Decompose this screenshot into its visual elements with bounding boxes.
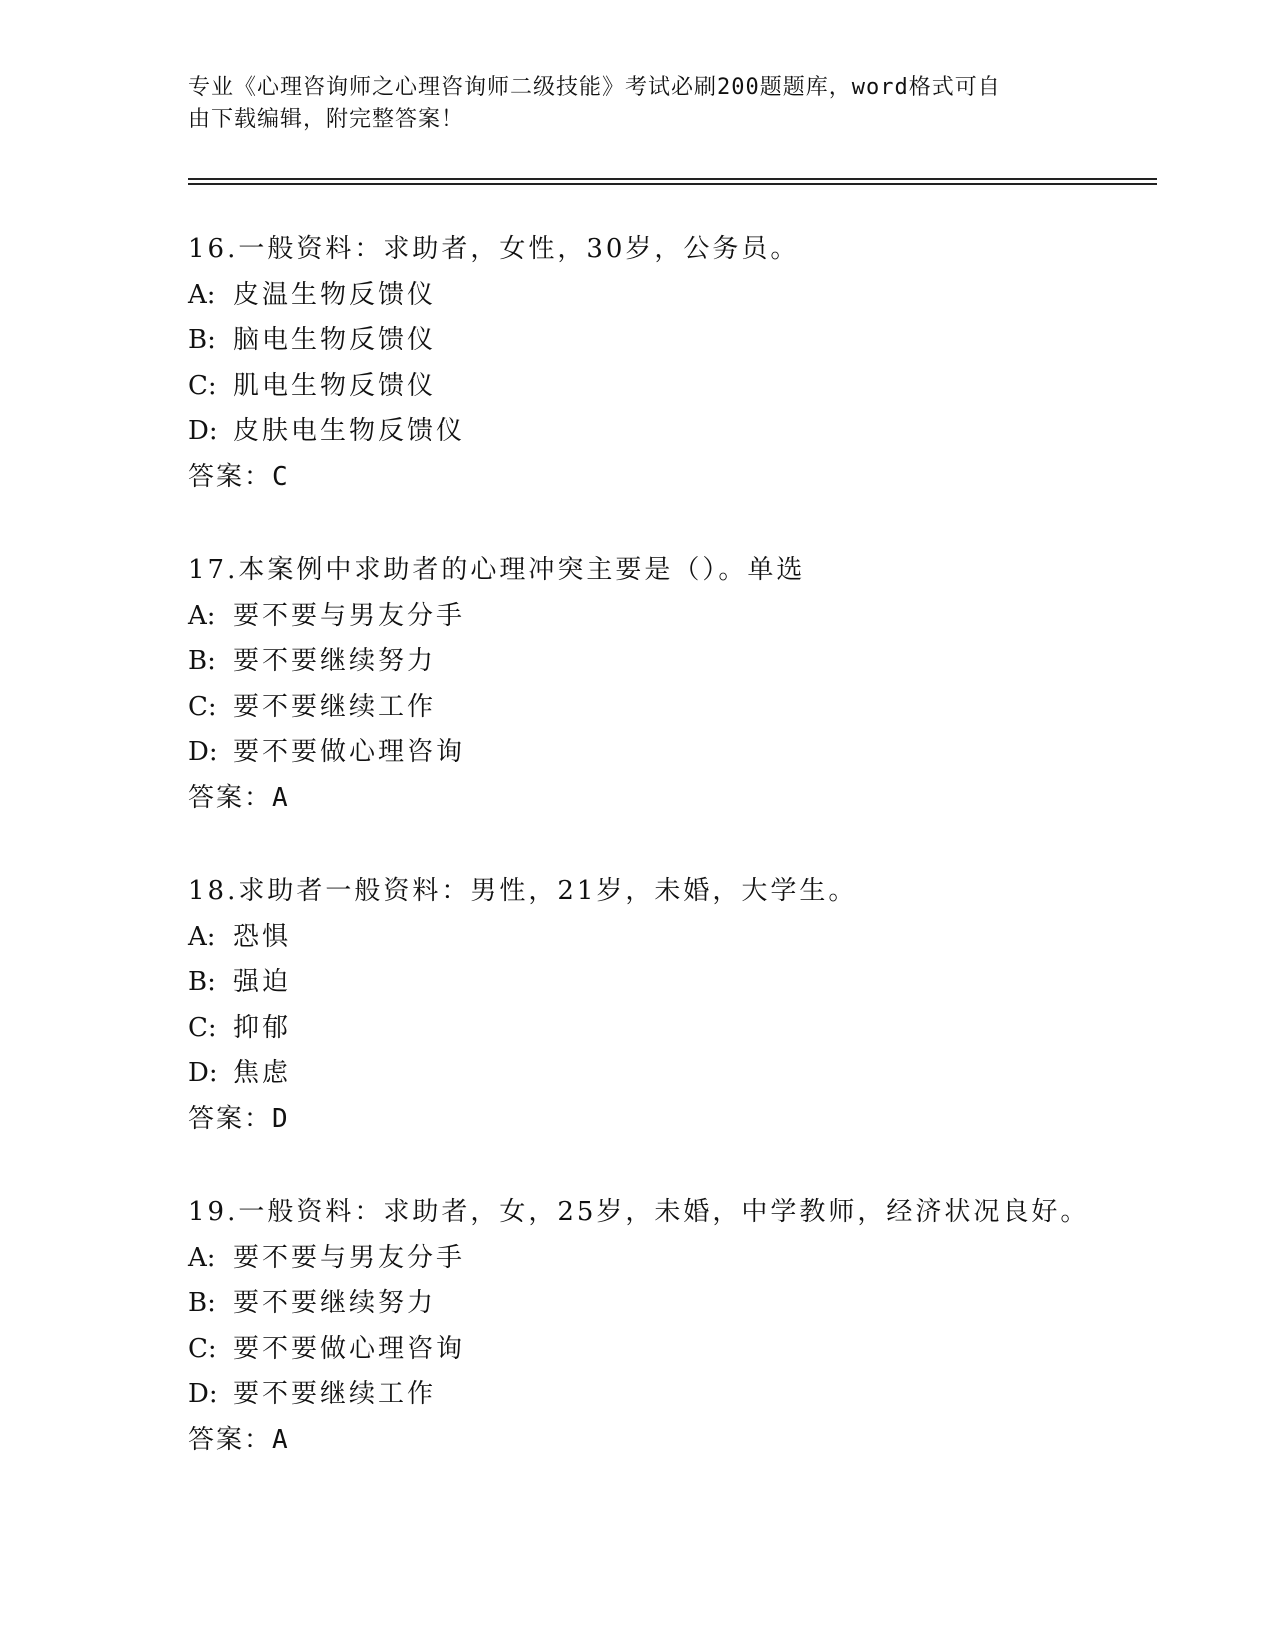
option-key: D: [188,1379,218,1409]
option-key: C: [188,1333,217,1364]
option-text: 要不要继续工作 [233,1379,437,1409]
option-a [188,273,1188,319]
option-text: 恐惧 [233,921,292,952]
option-text: 要不要继续工作 [233,691,437,722]
answer-value: D [272,1103,288,1134]
option-text: 要不要继续努力 [233,1288,437,1318]
option-key: D: [188,1058,218,1088]
option-d [188,730,1188,776]
question-stem: 18.求助者一般资料：男性，21岁，未婚，大学生。 [188,876,858,906]
answer [188,455,1188,501]
option-key: B: [188,325,216,355]
header-line-1: 专业《心理咨询师之心理咨询师二级技能》考试必刷200题题库，word格式可自 [188,75,1001,100]
option-c [188,1006,1188,1052]
option-text: 焦虑 [233,1058,292,1088]
option-key: D: [188,737,218,767]
document-header [188,72,1088,136]
answer-value: C [272,461,288,492]
option-key: A: [188,279,216,310]
option-text: 要不要继续努力 [233,646,437,676]
option-d [188,409,1188,455]
question-block-19 [188,1190,1188,1463]
answer-label: 答案： [188,1424,273,1455]
option-a [188,1236,1188,1282]
option-b [188,960,1188,1006]
header-divider-top [188,178,1157,180]
answer-label: 答案： [188,1103,273,1134]
header-divider-bottom [188,183,1157,185]
answer-value: A [272,1424,288,1455]
option-text: 要不要做心理咨询 [233,1333,466,1364]
option-b [188,318,1188,364]
option-d [188,1051,1188,1097]
option-a [188,594,1188,640]
option-d [188,1372,1188,1418]
option-text: 要不要与男友分手 [233,1242,466,1273]
option-text: 抑郁 [233,1012,292,1043]
answer [188,1097,1188,1143]
option-c [188,1327,1188,1373]
option-key: C: [188,1012,217,1043]
option-text: 皮温生物反馈仪 [233,279,437,310]
option-key: A: [188,921,216,952]
question-stem: 16.一般资料：求助者，女性，30岁，公务员。 [188,234,800,264]
option-text: 脑电生物反馈仪 [233,325,437,355]
option-text: 要不要做心理咨询 [233,737,466,767]
option-b [188,1281,1188,1327]
answer-value: A [272,782,288,813]
option-text: 强迫 [233,967,292,997]
option-key: A: [188,1242,216,1273]
option-key: A: [188,600,216,631]
question-stem: 17.本案例中求助者的心理冲突主要是（）。单选 [188,555,806,585]
header-line-2: 由下载编辑，附完整答案！ [188,107,465,132]
answer-label: 答案： [188,461,273,492]
option-key: B: [188,1288,216,1318]
option-key: D: [188,416,218,446]
option-text: 要不要与男友分手 [233,600,466,631]
option-a [188,915,1188,961]
option-text: 肌电生物反馈仪 [233,370,437,401]
option-key: B: [188,967,216,997]
question-block-16 [188,227,1188,500]
option-key: B: [188,646,216,676]
answer [188,776,1188,822]
answer [188,1418,1188,1464]
option-c [188,364,1188,410]
option-c [188,685,1188,731]
option-key: C: [188,691,217,722]
option-b [188,639,1188,685]
option-key: C: [188,370,217,401]
question-block-18 [188,869,1188,1142]
answer-label: 答案： [188,782,273,813]
question-stem: 19.一般资料：求助者，女，25岁，未婚，中学教师，经济状况良好。 [188,1197,1090,1227]
question-block-17 [188,548,1188,821]
option-text: 皮肤电生物反馈仪 [233,416,466,446]
